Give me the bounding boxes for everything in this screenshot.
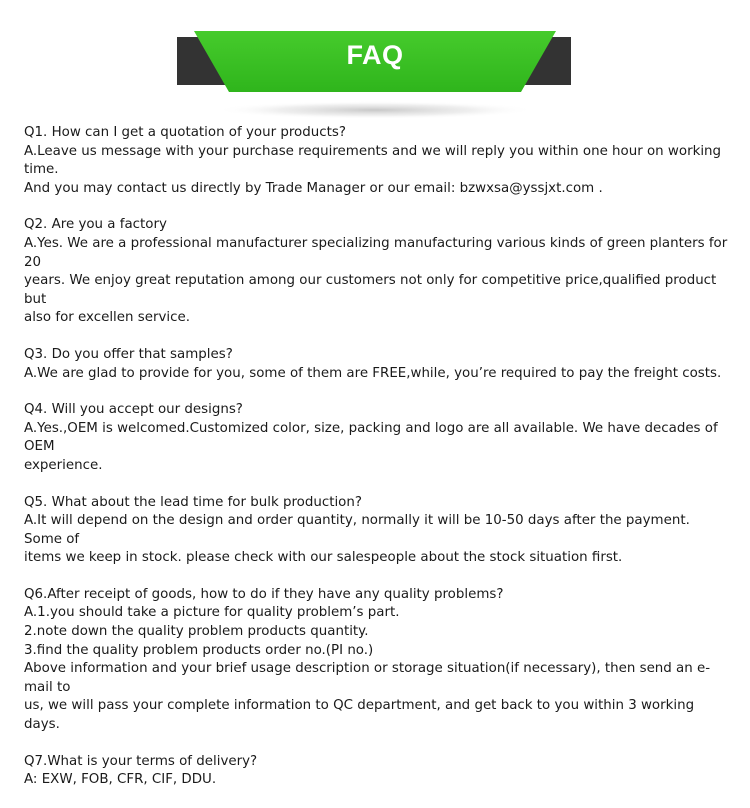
faq-answer-line: also for excellen service. bbox=[24, 310, 190, 326]
faq-answer-line: experience. bbox=[24, 457, 103, 473]
faq-item-q5 bbox=[24, 494, 730, 568]
faq-answer-line: Above information and your brief usage description or storage situation(if necessary), then send an e-mail to bbox=[24, 661, 711, 695]
faq-question: Q3. Do you offer that samples? bbox=[24, 346, 233, 362]
faq-answer-line: 2.note down the quality problem products quantity. bbox=[24, 624, 369, 640]
faq-item-q4 bbox=[24, 401, 730, 475]
faq-list bbox=[24, 124, 730, 808]
faq-answer-line: A.Yes.,OEM is welcomed.Customized color, size, packing and logo are all available. We have decades of OEM bbox=[24, 420, 718, 455]
faq-item-q7 bbox=[24, 753, 730, 790]
faq-answer-line: years. We enjoy great reputation among our customers not only for competitive price,qualified product but bbox=[24, 273, 717, 307]
faq-answer-line: A.Yes. We are a professional manufacturer specializing manufacturing various kinds of green planters for 20 bbox=[24, 235, 728, 270]
faq-question: Q2. Are you a factory bbox=[24, 217, 167, 233]
faq-question: Q4. Will you accept our designs? bbox=[24, 402, 243, 418]
faq-answer-line: 3.find the quality problem products order no.(PI no.) bbox=[24, 642, 374, 658]
faq-question: Q7.What is your terms of delivery? bbox=[24, 753, 258, 769]
banner-shadow bbox=[215, 101, 535, 119]
faq-answer-line: And you may contact us directly by Trade Manager or our email: bzwxsa@yssjxt.com . bbox=[24, 180, 603, 196]
faq-answer-line: A.1.you should take a picture for quality problem’s part. bbox=[24, 605, 400, 621]
faq-question: Q5. What about the lead time for bulk production? bbox=[24, 494, 362, 510]
faq-banner bbox=[0, 0, 750, 130]
page-title: FAQ bbox=[346, 40, 404, 70]
faq-answer-line: A.It will depend on the design and order quantity, normally it will be 10-50 days after the payment. Some of bbox=[24, 513, 690, 547]
faq-answer-line: A.Leave us message with your purchase requirements and we will reply you within one hour on working time. bbox=[24, 143, 722, 178]
faq-question: Q6.After receipt of goods, how to do if they have any quality problems? bbox=[24, 586, 504, 602]
faq-item-q2 bbox=[24, 216, 730, 328]
faq-answer-line: A: EXW, FOB, CFR, CIF, DDU. bbox=[24, 772, 217, 788]
faq-answer-line: items we keep in stock. please check with our salespeople about the stock situation first. bbox=[24, 550, 623, 566]
faq-item-q3 bbox=[24, 346, 730, 383]
faq-answer-line: us, we will pass your complete information to QC department, and get back to you within 3 working days. bbox=[24, 698, 695, 733]
faq-question: Q1. How can I get a quotation of your products? bbox=[24, 125, 346, 140]
faq-item-q6 bbox=[24, 586, 730, 735]
faq-item-q1 bbox=[24, 124, 730, 198]
faq-answer-line: A.We are glad to provide for you, some of them are FREE,while, you’re required to pay the freight costs. bbox=[24, 365, 722, 381]
